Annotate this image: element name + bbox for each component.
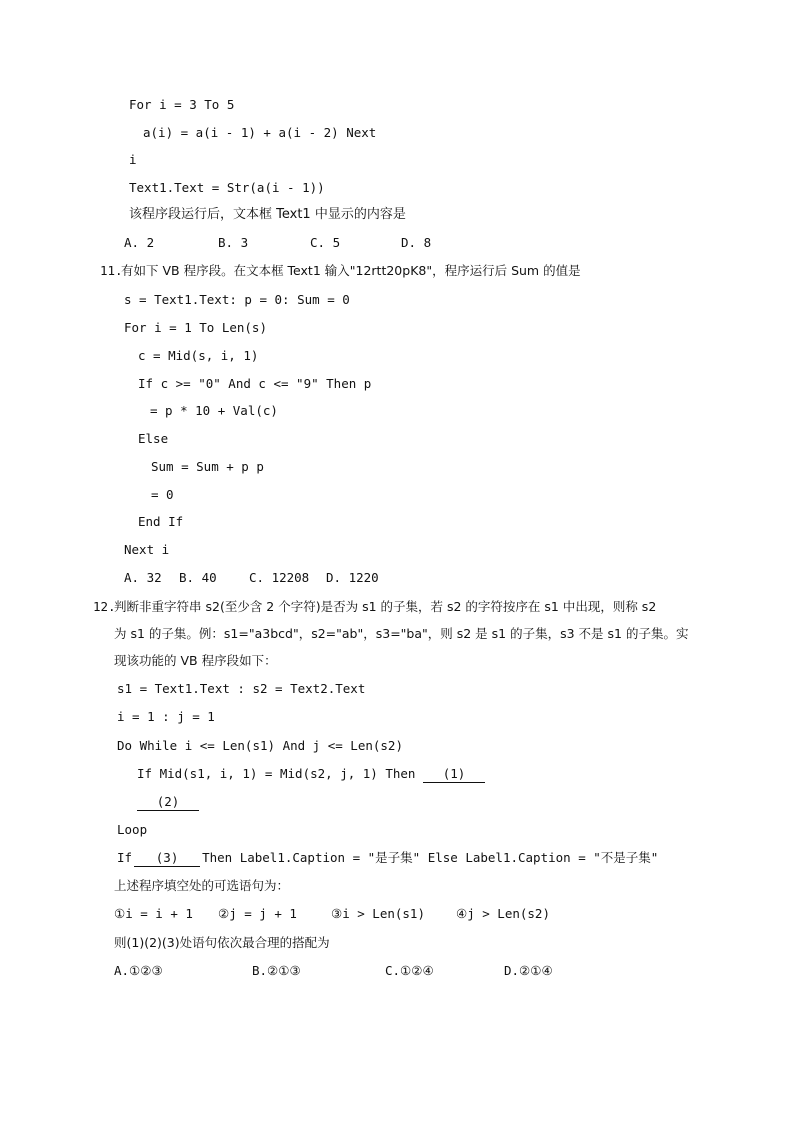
q12-option-a: A.①②③	[114, 963, 163, 978]
q10-option-c: C. 5	[310, 235, 341, 250]
q12-blank-line-2	[137, 794, 199, 811]
q10-code-line-2: a(i) = a(i - 1) + a(i - 2) Next	[143, 125, 377, 140]
q11-number: 11.	[100, 263, 123, 278]
q11-code-line-4: If c >= "0" And c <= "9" Then p	[138, 376, 372, 391]
q11-option-d: D. 1220	[326, 570, 379, 585]
q12-blank-3: (3)	[134, 850, 200, 867]
q11-code-line-3: c = Mid(s, i, 1)	[138, 348, 259, 363]
q12-if-prefix: If Mid(s1, i, 1) = Mid(s2, j, 1) Then	[137, 766, 423, 781]
q11-code-line-10: Next i	[124, 542, 170, 557]
q12-last-if: If	[117, 850, 133, 865]
q11-code-line-8: = 0	[151, 487, 174, 502]
q12-stem-line-3: 现该功能的 VB 程序段如下：	[114, 653, 277, 668]
q11-code-line-2: For i = 1 To Len(s)	[124, 320, 267, 335]
q12-option-d: D.②①④	[504, 963, 553, 978]
q12-blank-1: (1)	[423, 766, 485, 783]
q11-code-line-9: End If	[138, 514, 184, 529]
q12-stem-line-1: 判断非重字符串 s2(至少含 2 个字符)是否为 s1 的子集，若 s2 的字符按序在 s1 中出现，则称 s2	[114, 599, 657, 614]
q10-code-line-1: For i = 3 To 5	[129, 97, 235, 112]
q11-code-line-6: Else	[138, 431, 169, 446]
q10-code-line-4: Text1.Text = Str(a(i - 1))	[129, 180, 325, 195]
q12-blank-2: (2)	[137, 794, 199, 811]
q12-last-then: Then Label1.Caption = "是子集" Else Label1.Caption = "不是子集"	[202, 850, 659, 865]
q10-option-b: B. 3	[218, 235, 249, 250]
q12-code-line-1: s1 = Text1.Text : s2 = Text2.Text	[117, 681, 366, 696]
q10-option-d: D. 8	[401, 235, 432, 250]
q11-code-line-7: Sum = Sum + p p	[151, 459, 264, 474]
q11-option-c: C. 12208	[249, 570, 310, 585]
q10-option-a: A. 2	[124, 235, 155, 250]
q11-option-b: B. 40	[179, 570, 217, 585]
q12-number: 12.	[93, 599, 116, 614]
q12-stem-line-2: 为 s1 的子集。例：s1="a3bcd"，s2="ab"，s3="ba"，则 s2 是 s1 的子集，s3 不是 s1 的子集。实	[114, 626, 689, 641]
q12-loop: Loop	[117, 822, 148, 837]
q11-code-line-1: s = Text1.Text: p = 0: Sum = 0	[124, 292, 350, 307]
q12-option-c: C.①②④	[385, 963, 434, 978]
q12-choice-1: ①i = i + 1	[114, 906, 193, 921]
q12-question: 则(1)(2)(3)处语句依次最合理的搭配为	[114, 935, 330, 950]
q12-option-b: B.②①③	[252, 963, 301, 978]
q12-code-line-2: i = 1 : j = 1	[117, 709, 215, 724]
q12-last-if-line	[117, 850, 658, 867]
q11-option-a: A. 32	[124, 570, 162, 585]
q11-code-line-5: = p * 10 + Val(c)	[150, 403, 278, 418]
q12-choice-3: ③i > Len(s1)	[331, 906, 425, 921]
q12-choices-intro: 上述程序填空处的可选语句为：	[114, 878, 290, 893]
q12-choice-2: ②j = j + 1	[218, 906, 297, 921]
q12-choice-4: ④j > Len(s2)	[456, 906, 550, 921]
q12-if-line	[137, 766, 485, 783]
q12-code-line-3: Do While i <= Len(s1) And j <= Len(s2)	[117, 738, 403, 753]
q10-question: 该程序段运行后，文本框 Text1 中显示的内容是	[129, 207, 406, 222]
q10-code-line-3: i	[129, 152, 137, 167]
q11-stem: 有如下 VB 程序段。在文本框 Text1 输入"12rtt20pK8"，程序运行后 Sum 的值是	[121, 263, 581, 278]
